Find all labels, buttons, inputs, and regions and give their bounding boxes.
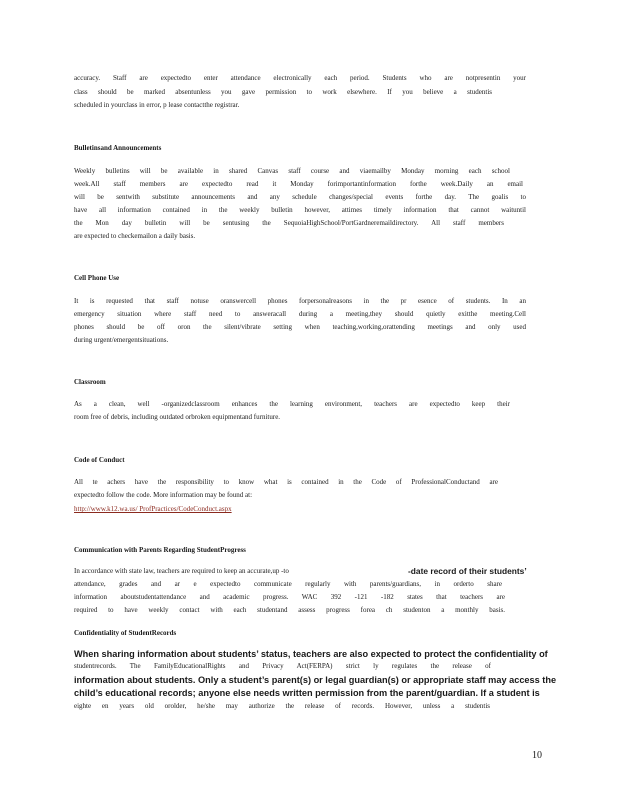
- bulletins-line-5: the Mon day bulletin will be sentusing the SequoiaHighSchool/PortGardneremaildirectory. All staff members: [74, 219, 504, 227]
- cellphone-line-1: It is requested that staff notuse oranswercell phones forpersonalreasons in the pr esence of students. In an: [74, 297, 526, 305]
- confidentiality-line-4: child’s educational records; anyone else needs written permission from the parent/guardian. If a student is: [74, 688, 540, 698]
- attendance-line-1: accuracy. Staff are expectedto enter attendance electronically each period. Students who are notpresentin your: [74, 74, 526, 82]
- bulletins-line-2: week.All staff members are expectedto read it Monday forimportantinformation forthe week.Daily an email: [74, 180, 523, 188]
- confidentiality-line-3: information about students. Only a student’s parent(s) or legal guardian(s) or appropriate staff may access the: [74, 675, 557, 685]
- bulletins-line-4: have all information contained in the weekly bulletin however, attimes timely information that cannot waituntil: [74, 206, 526, 214]
- conduct-heading: Code of Conduct: [74, 456, 125, 464]
- communication-line-4: required to have weekly contact with each studentand assess progress forea ch studenton a monthly basis.: [74, 606, 505, 614]
- page-number: 10: [532, 750, 542, 761]
- confidentiality-line-5: eighte en years old orolder, he/she may authorize the release of records. However, unless a studentis: [74, 702, 490, 710]
- confidentiality-heading: Confidentiality of StudentRecords: [74, 629, 177, 637]
- cellphone-line-2: emergency situation where staff need to answeracall during a meeting,they should quietly exitthe meeting.Cell: [74, 310, 526, 318]
- cellphone-heading: Cell Phone Use: [74, 274, 120, 282]
- attendance-line-3: scheduled in yourclass in error, p lease contactthe registrar.: [74, 101, 240, 109]
- cellphone-line-3: phones should be off oron the silent/vibrate setting when teaching,working,orattending meetings and only used: [74, 323, 526, 331]
- classroom-line-1: As a clean, well -organizedclassroom enhances the learning environment, teachers are expectedto keep their: [74, 400, 510, 408]
- communication-heading: Communication with Parents Regarding StudentProgress: [74, 546, 246, 554]
- communication-line-1-tail: -date record of their students’: [408, 566, 527, 576]
- code-of-conduct-link[interactable]: http://www.k12.wa.us/ ProfPractices/CodeConduct.aspx: [74, 505, 232, 513]
- communication-line-1: In accordance with state law, teachers are required to keep an accurate,up -to: [74, 567, 289, 575]
- attendance-line-2: class should be marked absentunless you gave permission to work elsewhere. If you believe a studentis: [74, 88, 492, 96]
- bulletins-heading: Bulletinsand Announcements: [74, 144, 162, 152]
- conduct-line-2: expectedto follow the code. More information may be found at:: [74, 491, 253, 499]
- confidentiality-line-1: When sharing information about students’ status, teachers are also expected to protect the confidentiality of: [74, 649, 548, 659]
- communication-line-3: information aboutstudentattendance and academic progress. WAC 392 -121 -182 states that teachers are: [74, 593, 505, 601]
- conduct-line-1: All te achers have the responsibility to know what is contained in the Code of ProfessionalConductand are: [74, 478, 498, 486]
- confidentiality-line-2: studentrecords. The FamilyEducationalRights and Privacy Act(FERPA) strict ly regulates the release of: [74, 662, 491, 670]
- bulletins-line-1: Weekly bulletins will be available in shared Canvas staff course and viaemailby Monday morning each school: [74, 167, 510, 175]
- classroom-line-2: room free of debris, including outdated orbroken equipmentand furniture.: [74, 413, 281, 421]
- classroom-heading: Classroom: [74, 378, 106, 386]
- communication-line-2: attendance, grades and ar e expectedto communicate regularly with parents/guardians, in orderto share: [74, 580, 502, 588]
- cellphone-line-4: during urgent/emergentsituations.: [74, 336, 169, 344]
- bulletins-line-3: will be sentwith substitute announcements and any schedule changes/special events forthe day. The goalis to: [74, 193, 526, 201]
- bulletins-line-6: are expected to checkemailon a daily basis.: [74, 232, 196, 240]
